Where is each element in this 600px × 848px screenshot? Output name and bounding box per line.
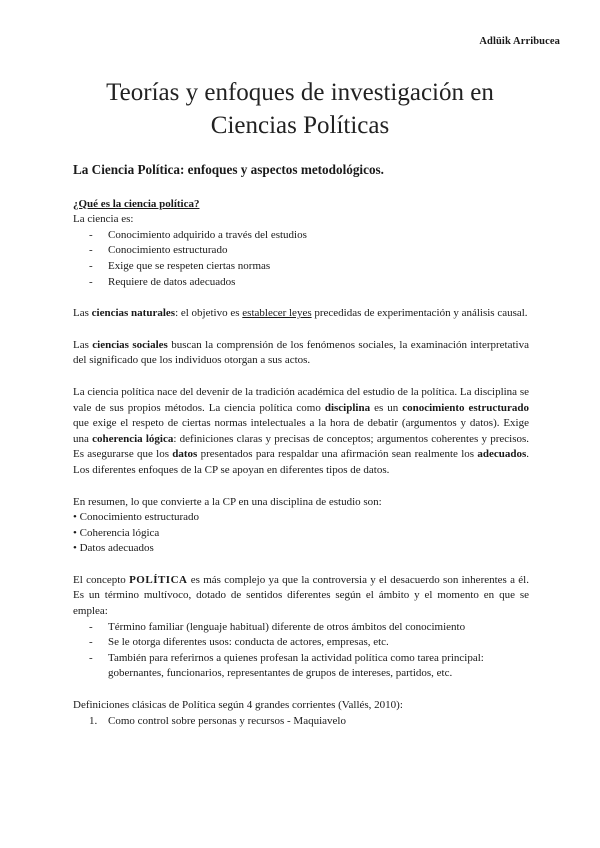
list-marker: -: [89, 244, 93, 257]
list-item: • Datos adecuados: [73, 542, 154, 555]
list-item: - Conocimiento adquirido a través del estudios: [73, 228, 529, 244]
list-marker: -: [89, 228, 93, 241]
document-title: [0, 76, 600, 142]
definitions-list: [73, 714, 529, 730]
science-list: [73, 228, 529, 290]
paragraph-political-science: La ciencia política nace del devenir de la tradición académica del estudio de la política. La disciplina se vale de sus propios métodos. La ciencia política como disciplina es un conocimiento estructurado que exige el respeto de ciertas normas intelectuales a la hora de debatir (argumentos y datos). Exige una coherencia lógica: definiciones claras y precisas de conceptos; argumentos coherentes y precisos. Es asegurarse que los datos presentados para respaldar una afirmación sean realmente los adecuados. Los diferentes enfoques de la CP se apoyan en diferentes tipos de datos.: [73, 385, 530, 476]
list-item: • Conocimiento estructurado: [73, 511, 200, 524]
list-item: • Coherencia lógica: [73, 526, 160, 539]
list-item: - Conocimiento estructurado: [73, 243, 529, 259]
paragraph-politics-concept: El concepto POLÍTICA es más complejo ya que la controversia y el desacuerdo son inherentes a él. Es un término multívoco, dotado de sentidos diferentes según el ámbito y el momento en que se emplea:: [73, 573, 529, 618]
document-body: [73, 162, 529, 729]
definitions-intro: Definiciones clásicas de Política según 4 grandes corrientes (Vallés, 2010):: [73, 699, 403, 712]
title-line-2: Ciencias Políticas: [210, 112, 390, 139]
list-marker: -: [89, 275, 93, 288]
title-line-1: Teorías y enfoques de investigación en: [106, 79, 494, 106]
list-number: 1.: [89, 714, 98, 727]
author-name: Adlüik Arribucea: [479, 36, 560, 47]
list-item: - Término familiar (lenguaje habitual) diferente de otros ámbitos del conocimiento: [73, 620, 529, 636]
list-marker: -: [89, 620, 93, 633]
question-heading: ¿Qué es la ciencia política?: [73, 197, 200, 210]
list-item: - Exige que se respeten ciertas normas: [73, 259, 529, 275]
summary-list: [73, 510, 529, 557]
paragraph-social-sciences: Las ciencias sociales buscan la comprensión de los fenómenos sociales, la examinación interpretativa del significado que los individuos otorgan a sus actos.: [73, 338, 529, 367]
list-marker: -: [89, 636, 93, 649]
list-item: 1. Como control sobre personas y recursos - Maquiavelo: [73, 714, 529, 730]
list-marker: -: [89, 651, 93, 664]
politics-uses-list: [73, 620, 529, 682]
list-item: - Se le otorga diferentes usos: conducta de actores, empresas, etc.: [73, 635, 529, 651]
list-item: - Requiere de datos adecuados: [73, 275, 529, 291]
science-intro: La ciencia es:: [73, 213, 134, 226]
list-marker: -: [89, 259, 93, 272]
summary-intro: En resumen, lo que convierte a la CP en una disciplina de estudio son:: [73, 495, 382, 508]
list-item: - También para referirnos a quienes profesan la actividad política como tarea principal: gobernantes, funcionarios, representantes de grupos de intereses, partidos, etc.: [89, 651, 484, 680]
paragraph-natural-sciences: Las ciencias naturales: el objetivo es establecer leyes precedidas de experimentación y análisis causal.: [73, 307, 528, 320]
section-heading: La Ciencia Política: enfoques y aspectos metodológicos.: [73, 162, 384, 177]
